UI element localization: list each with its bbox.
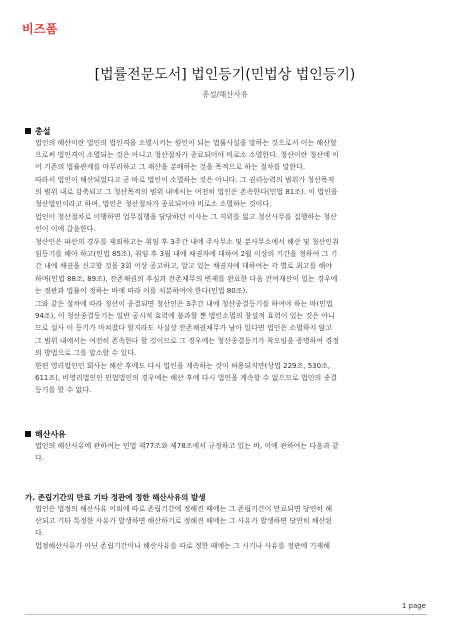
subsection-heading: 가. 존립기간의 만료 기타 정관에 정한 해산사유의 발생 (25, 493, 206, 502)
document-subtitle: 총설/해산사유 (202, 90, 248, 99)
footer-divider (25, 614, 427, 615)
page-number: 1 page (401, 602, 426, 610)
paragraph: 법인의 해산이란 법인의 법인격을 소멸시키는 원인이 되는 법률사실을 말하는 것으로서 이는 해산할 으로써 법인격이 소멸되는 것은 아니고 청산절차가 종료되어야 비로소 소멸한다. 청산이란 청산에 이 어 기존의 법률관계를 마무리하고 그 재산을 분배하는 것을 목적으로 하는 절차를 말한다. (35, 139, 339, 172)
section-heading-text: 해산사유 (35, 430, 66, 439)
section-heading-text: 총설 (35, 127, 51, 136)
paragraph: 한편 영리법인인 회사는 해산 후에도 다시 법인을 계속하는 것이 허용되지만(상법 229조, 530조, 611조), 비영리법인인 민법법인의 경우에는 해산 후에 다시 법인을 계속할 수 없으므로 법인의 종결 등기를 할 수 없다. (35, 362, 337, 395)
bullet-square-icon (25, 128, 31, 134)
paragraph: 법인의 해산사유에 관하여는 민법 제77조와 제78조에서 규정하고 있는 바, 이에 관하여는 다음과 같 다. (35, 442, 339, 463)
bullet-square-icon (25, 431, 31, 437)
section-heading-dissolution-causes (25, 429, 66, 440)
paragraph: 법정해산사유가 아닌 존립기간이나 해산사유를 따로 정한 때에는 그 시기나 사유를 정관에 기재해 (35, 542, 330, 550)
paragraph: 법인이 청산절차로 이행하면 업무집행을 담당하던 이사는 그 지위를 잃고 청산사무를 집행하는 청산 인이 이에 갈음한다. (35, 213, 337, 234)
paragraph: 청산인은 파산의 경우를 제외하고는 취임 후 3주간 내에 주사무소 및 분사무소에서 해산 및 청산인취 임등기를 해야 하고(민법 85조), 취임 후 3월 내에 채권자에 대하여 2월 이상의 기간을 정하여 그 기 간 내에 채권을 신고할 것을 3회 이상 공고하고, 알고 있는 채권자에 대하여는 각 별로 최고를 해야 하며(민법 88조, 89조), 잔존채권의 추심과 잔존채무의 변제를 완료한 다음 잔여재산이 있는 경우에 는 정관과 법률이 정하는 바에 따라 이를 처분하여야 한다(민법 80조). (35, 238, 339, 295)
document-title: [법률전문도서] 법인등기(민법상 법인등기) (94, 67, 356, 83)
paragraph: 따라서 법인이 해산되었다고 곧 바로 법인이 소멸하는 것은 아니다. 그 권리능력의 범위가 청산목적 의 범위 내로 감축되고 그 청산목적의 범위 내에서는 여전히 법인은 존속한다(민법 81조). 이 법인을 청산법인이라고 하며, 법인은 청산절차가 종료되어야 비로소 소멸하는 것이다. (35, 176, 338, 209)
section-heading-overview (25, 126, 50, 137)
bizforms-logo: 비즈폼 (22, 22, 58, 36)
paragraph: 그와 같은 절차에 따라 청산이 종결되면 청산인은 3주간 내에 청산종결등기를 하여야 하는 바(민법 94조), 이 청산종결등기는 일반 공시적 효력에 불과할 뿐 법인소멸의 창설적 효력이 있는 것은 아니 므로 설사 이 등기가 마쳐졌다 할지라도 사실상 잔존채권채무가 남아 있다면 법인은 소멸하지 않고 그 범위 내에서는 여전히 존속한다 할 것이므로 그 경우에는 청산종결등기가 착오임을 증명하여 경정 의 방법으로 그를 말소할 수 있다. (35, 300, 339, 357)
paragraph: 법인은 법정의 해산사유 이외에 따로 존립기간에 정해진 때에는 그 존립기간이 만료되면 당연히 해 산되고 기타 특정한 사유가 발생하면 해산하기로 정해진 때에는 그 사유가 발생하면 당연히 해산된 다. (35, 505, 333, 538)
